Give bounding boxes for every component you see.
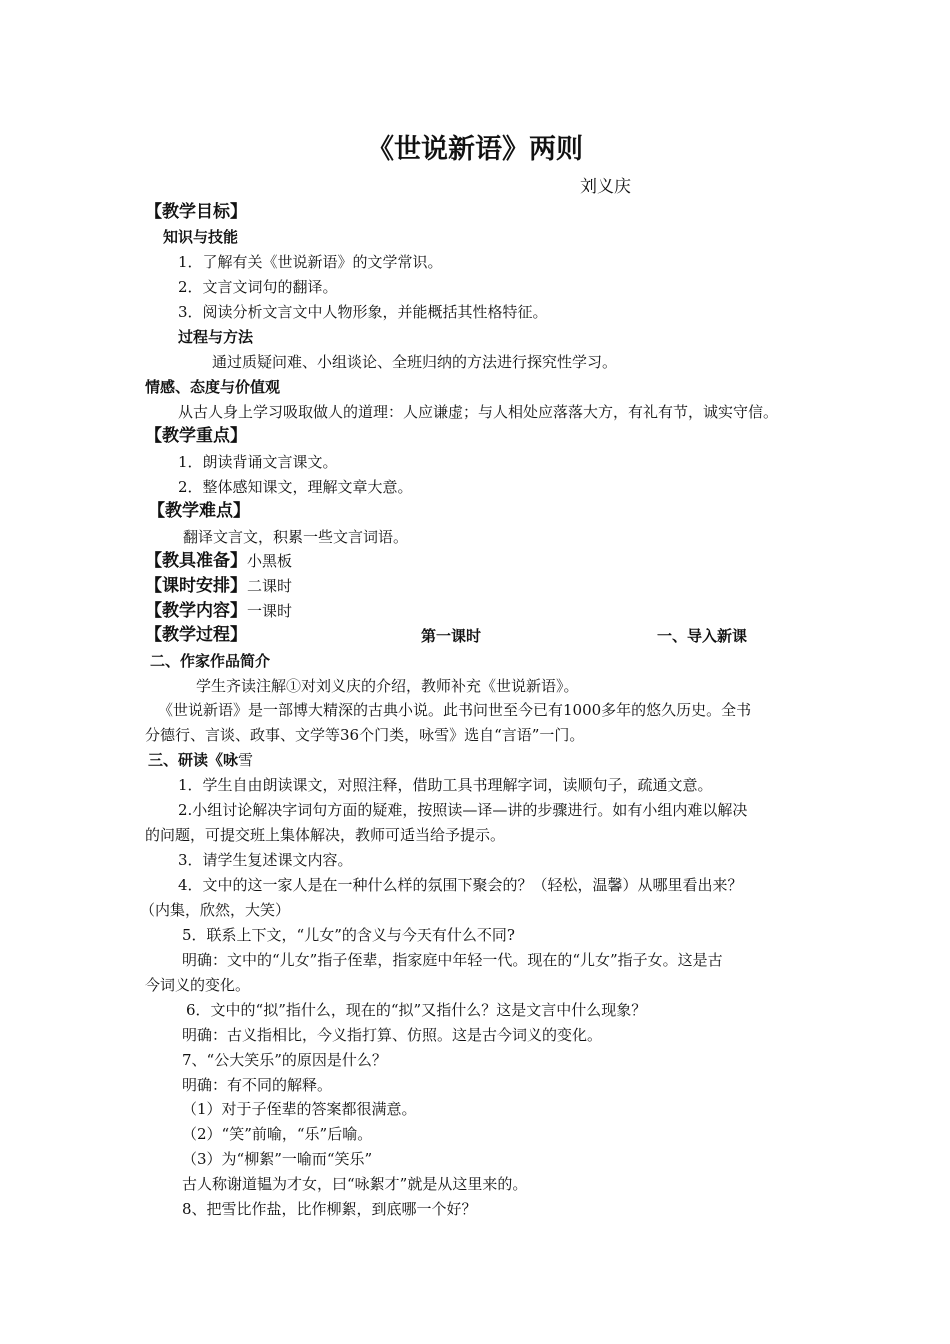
step-1: 1．学生自由朗读课文，对照注释，借助工具书理解字词，读顺句子，疏通文意。	[178, 776, 713, 794]
step-7-note: 古人称谢道韫为才女，曰“咏絮才”就是从这里来的。	[182, 1175, 528, 1193]
step-5-answer-line-1: 明确：文中的“儿女”指子侄辈，指家庭中年轻一代。现在的“儿女”指子女。这是古	[182, 951, 723, 969]
subheading-knowledge-skills: 知识与技能	[163, 228, 239, 246]
emotion-values-text: 从古人身上学习吸取做人的道理：人应谦虚；与人相处应落落大方，有礼有节，诚实守信。	[178, 403, 779, 421]
author-name: 刘义庆	[580, 177, 631, 197]
content-value: 一课时	[247, 602, 293, 620]
step-2-line-2: 的问题，可提交班上集体解决，教师可适当给予提示。	[145, 826, 506, 844]
step-5: 5．联系上下文，“儿女”的含义与今天有什么不同?	[182, 926, 515, 944]
lesson-one-label: 第一课时	[421, 627, 482, 645]
step-7: 7、“公大笑乐”的原因是什么？	[182, 1051, 387, 1069]
content-row	[145, 601, 292, 621]
step-7-reason-3: （3）为“柳絮”一喻而“笑乐”	[182, 1150, 373, 1168]
step-7-answer: 明确：有不同的解释。	[182, 1076, 333, 1094]
book-intro-line-1: 《世说新语》是一部博大精深的古典小说。此书问世至今已有1000多年的悠久历史。全书	[158, 701, 752, 719]
step-3: 3．请学生复述课文内容。	[178, 851, 353, 869]
section-study-heading-bold: 三、研读《咏	[148, 751, 239, 769]
subheading-process-method: 过程与方法	[178, 328, 254, 346]
goal-item-1: 1．了解有关《世说新语》的文学常识。	[178, 253, 443, 271]
heading-materials: 【教具准备】	[145, 551, 247, 571]
heading-schedule: 【课时安排】	[145, 576, 247, 596]
section-study-heading-tail: 雪	[238, 751, 254, 769]
heading-process: 【教学过程】	[145, 625, 247, 645]
materials-row	[145, 551, 292, 571]
step-4-line-2: （内集，欣然，大笑）	[140, 901, 291, 919]
step-7-reason-1: （1）对于子侄辈的答案都很满意。	[182, 1100, 417, 1118]
step-6: 6．文中的“拟”指什么，现在的“拟”又指什么？这是文言中什么现象？	[186, 1001, 647, 1019]
heading-teaching-goals: 【教学目标】	[145, 202, 247, 222]
section-intro-heading: 一、导入新课	[657, 627, 748, 645]
materials-value: 小黑板	[247, 552, 293, 570]
document-title: 《世说新语》两则	[367, 134, 583, 165]
heading-content: 【教学内容】	[145, 601, 247, 621]
step-7-reason-2: （2）“笑”前喻，“乐”后喻。	[182, 1125, 373, 1143]
book-intro-line-2: 分德行、言谈、政事、文学等36个门类，咏雪》选自“言语”一门。	[145, 726, 585, 744]
process-method-text: 通过质疑问难、小组谈论、全班归纳的方法进行探究性学习。	[212, 353, 618, 371]
heading-difficulties: 【教学难点】	[148, 501, 250, 521]
schedule-row	[145, 576, 292, 596]
step-4-line-1: 4．文中的这一家人是在一种什么样的氛围下聚会的？（轻松，温馨）从哪里看出来？	[178, 876, 743, 894]
difficulties-text: 翻译文言文，积累一些文言词语。	[183, 528, 409, 546]
step-2-line-1: 2.小组讨论解决字词句方面的疑难，按照读—译—讲的步骤进行。如有小组内难以解决	[178, 801, 748, 819]
key-point-2: 2．整体感知课文，理解文章大意。	[178, 478, 413, 496]
goal-item-3: 3．阅读分析文言文中人物形象，并能概括其性格特征。	[178, 303, 548, 321]
author-intro-text: 学生齐读注解①对刘义庆的介绍，教师补充《世说新语》。	[196, 677, 579, 695]
step-5-answer-line-2: 今词义的变化。	[145, 976, 251, 994]
step-6-answer: 明确：古义指相比，今义指打算、仿照。这是古今词义的变化。	[182, 1026, 603, 1044]
section-study-heading	[148, 750, 253, 770]
goal-item-2: 2．文言文词句的翻译。	[178, 278, 338, 296]
heading-key-points: 【教学重点】	[145, 426, 247, 446]
section-author-heading: 二、作家作品简介	[150, 652, 271, 670]
subheading-emotion-values: 情感、态度与价值观	[145, 378, 281, 396]
key-point-1: 1．朗读背诵文言课文。	[178, 453, 338, 471]
schedule-value: 二课时	[247, 577, 293, 595]
step-8: 8、把雪比作盐，比作柳絮，到底哪一个好？	[182, 1200, 477, 1218]
